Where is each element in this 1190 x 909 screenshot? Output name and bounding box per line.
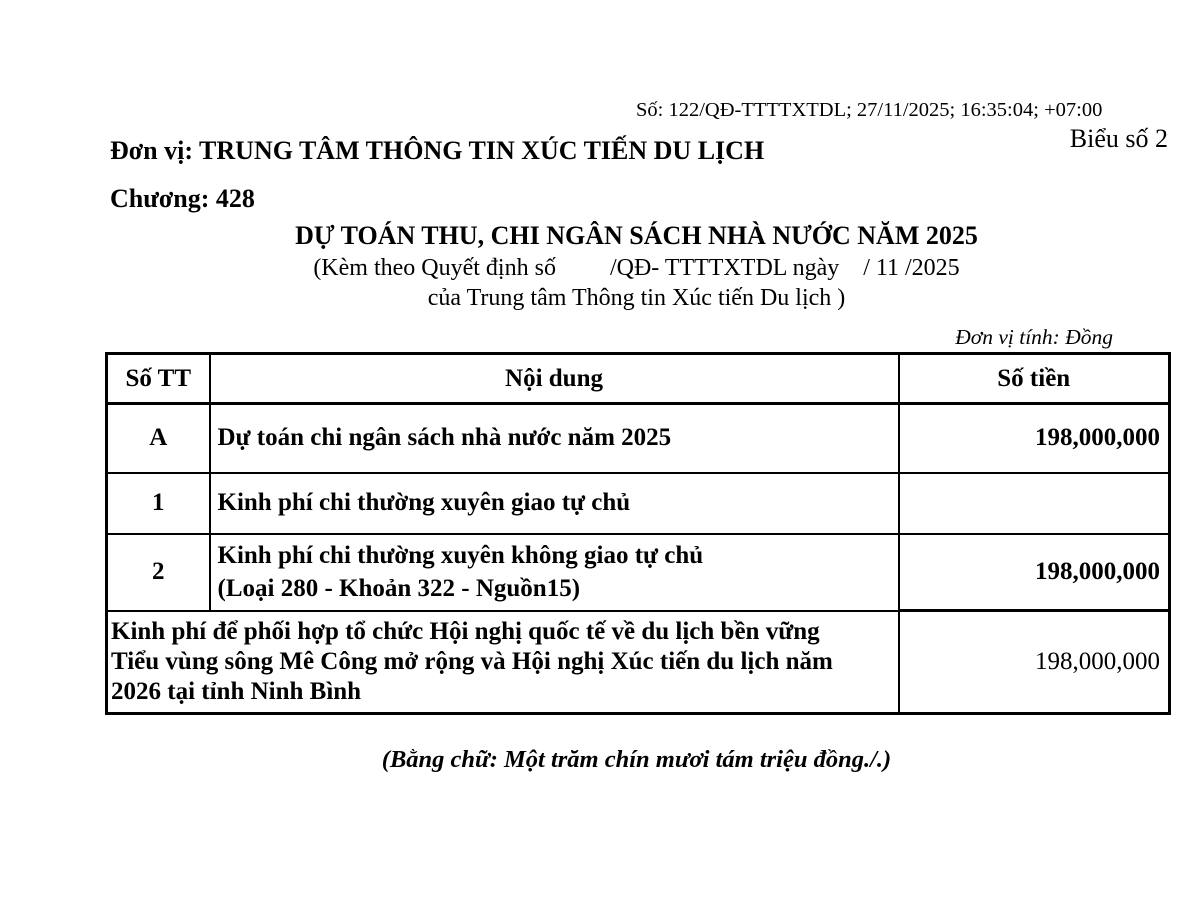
currency-unit-note: Đơn vị tính: Đồng bbox=[955, 325, 1113, 349]
merged-line3: 2026 tại tỉnh Ninh Bình bbox=[111, 677, 362, 705]
amount-in-words: (Bằng chữ: Một trăm chín mươi tám triệu đồng./.) bbox=[381, 746, 892, 773]
merged-line2: Tiểu vùng sông Mê Công mở rộng và Hội nghị Xúc tiến du lịch năm bbox=[111, 647, 833, 675]
column-header-stt: Số TT bbox=[107, 354, 210, 404]
budget-table bbox=[105, 352, 1171, 715]
document-title: DỰ TOÁN THU, CHI NGÂN SÁCH NHÀ NƯỚC NĂM 2025 bbox=[295, 221, 978, 250]
table-header-row bbox=[107, 354, 1170, 404]
column-header-noi-dung: Nội dung bbox=[210, 354, 899, 404]
chapter-number: Chương: 428 bbox=[110, 184, 255, 213]
merged-line1: Kinh phí để phối hợp tổ chức Hội nghị quốc tế về du lịch bền vững bbox=[111, 617, 820, 645]
unit-name: Đơn vị: TRUNG TÂM THÔNG TIN XÚC TIẾN DU LỊCH bbox=[110, 136, 765, 165]
row-content: Kinh phí chi thường xuyên giao tự chủ bbox=[210, 473, 899, 534]
document-subtitle-line1: (Kèm theo Quyết định số /QĐ- TTTTXTDL ngày / 11 /2025 bbox=[313, 255, 960, 281]
row-amount: 198,000,000 bbox=[899, 404, 1170, 473]
signature-timestamp: Số: 122/QĐ-TTTTXTDL; 27/11/2025; 16:35:04; +07:00 bbox=[636, 99, 1103, 121]
table-row-1 bbox=[107, 473, 1170, 534]
row-number: 1 bbox=[107, 473, 210, 534]
row-content: Dự toán chi ngân sách nhà nước năm 2025 bbox=[210, 404, 899, 473]
row-merged-content bbox=[107, 611, 899, 714]
row-amount: 198,000,000 bbox=[899, 534, 1170, 611]
table-row-a bbox=[107, 404, 1170, 473]
document-subtitle-line2: của Trung tâm Thông tin Xúc tiến Du lịch ) bbox=[427, 285, 846, 311]
row-amount: 198,000,000 bbox=[899, 611, 1170, 714]
row-content-line2: (Loại 280 - Khoản 322 - Nguồn15) bbox=[217, 575, 581, 602]
row-number: A bbox=[107, 404, 210, 473]
table-row-2 bbox=[107, 534, 1170, 611]
row-number: 2 bbox=[107, 534, 210, 611]
row-amount bbox=[899, 473, 1170, 534]
column-header-so-tien: Số tiền bbox=[899, 354, 1170, 404]
row-content bbox=[210, 534, 899, 611]
table-row-merged bbox=[107, 611, 1170, 714]
row-content-line1: Kinh phí chi thường xuyên không giao tự chủ bbox=[217, 542, 704, 569]
form-number: Biểu số 2 bbox=[1069, 124, 1168, 153]
